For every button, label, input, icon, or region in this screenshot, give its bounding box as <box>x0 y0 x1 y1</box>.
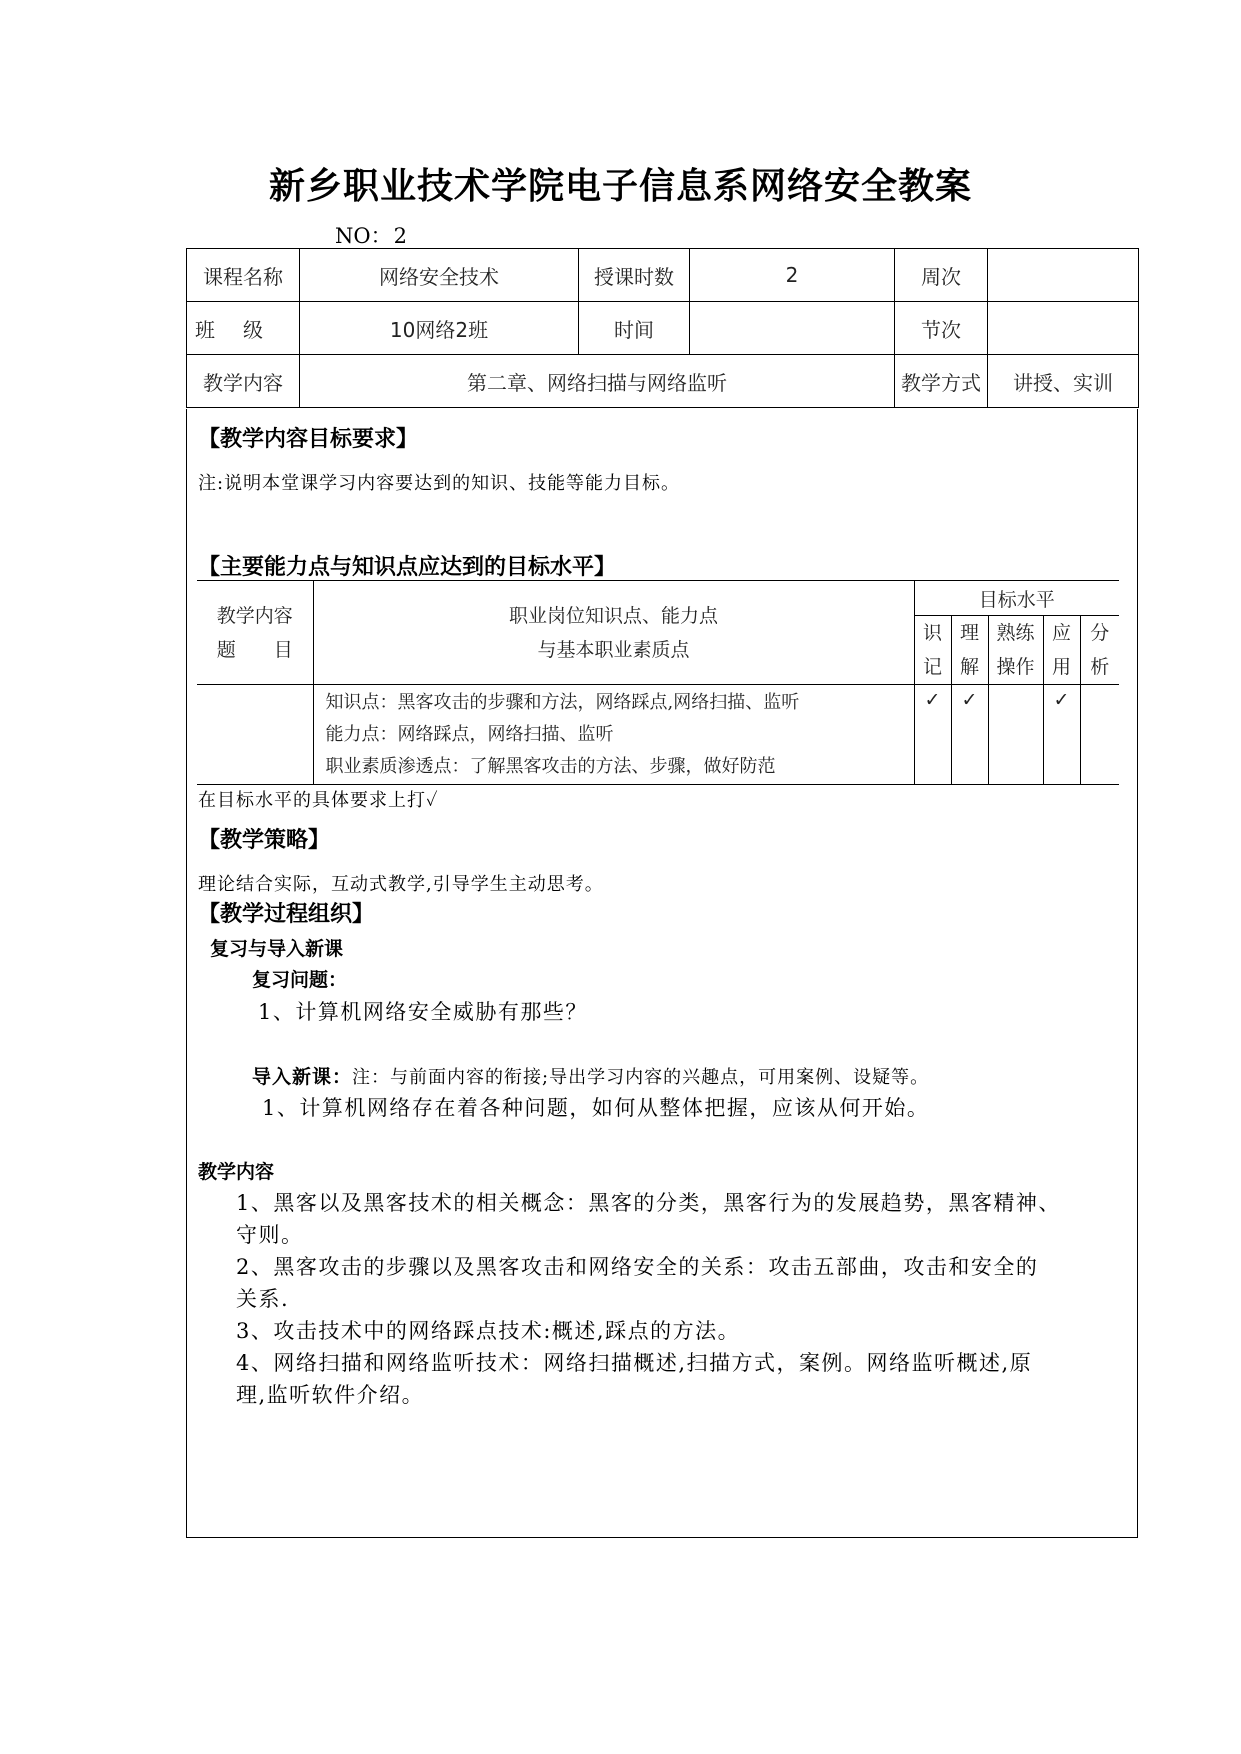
time-label: 时间 <box>579 302 690 355</box>
intro-note: 注：与前面内容的衔接;导出学习内容的兴趣点，可用案例、设疑等。 <box>352 1067 930 1088</box>
doc-number <box>335 220 407 250</box>
knowledge-point: 知识点：黑客攻击的步骤和方法，网络踩点,网络扫描、监听 <box>325 691 800 713</box>
teaching-content-line: 关系. <box>236 1287 290 1311</box>
tick-understand: ✓ <box>951 685 988 785</box>
teaching-content-line: 1、黑客以及黑客技术的相关概念：黑客的分类，黑客行为的发展趋势，黑客精神、 <box>236 1191 1061 1215</box>
content-label: 教学内容 <box>187 355 300 408</box>
teaching-content-heading: 教学内容 <box>198 1161 275 1183</box>
knowledge-header-line2: 与基本职业素质点 <box>537 638 690 661</box>
doc-number-value: 2 <box>393 224 407 248</box>
level-analyze <box>1080 616 1119 685</box>
level-skilled <box>988 616 1043 685</box>
level-memorize-line2: 记 <box>922 656 942 678</box>
strategy-heading: 【教学策略】 <box>198 828 331 853</box>
process-heading: 【教学过程组织】 <box>198 902 375 927</box>
knowledge-header <box>313 581 914 685</box>
level-understand-line1: 理 <box>959 622 979 644</box>
ability-point: 能力点：网络踩点，网络扫描、监听 <box>325 723 614 745</box>
teaching-content-line: 守则。 <box>236 1223 304 1247</box>
level-skilled-line1: 熟练 <box>996 622 1035 644</box>
ability-heading: 【主要能力点与知识点应达到的目标水平】 <box>198 555 617 580</box>
intro-label: 导入新课： <box>252 1066 353 1088</box>
topic-header-line2: 题 目 <box>216 638 293 661</box>
review-question-label: 复习问题： <box>252 969 348 991</box>
quality-point: 职业素质渗透点：了解黑客攻击的方法、步骤，做好防范 <box>325 755 776 777</box>
goals-heading: 【教学内容目标要求】 <box>198 427 419 452</box>
hours-label: 授课时数 <box>579 249 690 302</box>
section-value <box>988 302 1139 355</box>
tick-analyze <box>1080 685 1119 785</box>
section-label: 节次 <box>895 302 988 355</box>
review-title: 复习与导入新课 <box>210 938 344 960</box>
hours-value: 2 <box>690 249 895 302</box>
level-skilled-line2: 操作 <box>996 656 1035 678</box>
strategy-text: 理论结合实际，互动式教学,引导学生主动思考。 <box>198 874 604 895</box>
level-analyze-line1: 分 <box>1090 622 1110 644</box>
level-memorize <box>914 616 951 685</box>
tick-skilled <box>988 685 1043 785</box>
teaching-content-line: 4、网络扫描和网络监听技术：网络扫描概述,扫描方式，案例。网络监听概述,原 <box>236 1351 1033 1375</box>
topic-cell <box>197 685 313 785</box>
week-value <box>988 249 1139 302</box>
class-value: 10网络2班 <box>300 302 579 355</box>
topic-header <box>197 581 313 685</box>
review-question-1: 1、计算机网络安全威胁有那些？ <box>258 1000 588 1024</box>
goals-note: 注:说明本堂课学习内容要达到的知识、技能等能力目标。 <box>198 473 681 494</box>
teaching-content-line: 理,监听软件介绍。 <box>236 1383 425 1407</box>
level-apply-line1: 应 <box>1051 622 1071 644</box>
teaching-content-line: 2、黑客攻击的步骤以及黑客攻击和网络安全的关系：攻击五部曲，攻击和安全的 <box>236 1255 1039 1279</box>
time-value <box>690 302 895 355</box>
knowledge-points-cell <box>313 685 914 785</box>
page-title: 新乡职业技术学院电子信息系网络安全教案 <box>268 166 972 207</box>
level-apply <box>1043 616 1080 685</box>
target-level-header: 目标水平 <box>914 581 1119 616</box>
teaching-content-line: 3、攻击技术中的网络踩点技术:概述,踩点的方法。 <box>236 1319 741 1343</box>
course-info-table <box>186 248 1139 408</box>
method-value: 讲授、实训 <box>988 355 1139 408</box>
intro-line <box>252 1062 929 1089</box>
level-understand <box>951 616 988 685</box>
doc-number-label: NO： <box>335 224 392 248</box>
level-apply-line2: 用 <box>1051 656 1071 678</box>
level-analyze-line2: 析 <box>1090 656 1110 678</box>
course-name-label: 课程名称 <box>187 249 300 302</box>
level-memorize-line1: 识 <box>922 622 942 644</box>
class-label: 班级 <box>187 302 300 355</box>
level-understand-line2: 解 <box>959 656 979 678</box>
tick-apply: ✓ <box>1043 685 1080 785</box>
course-name-value: 网络安全技术 <box>300 249 579 302</box>
topic-header-line1: 教学内容 <box>216 604 293 627</box>
knowledge-header-line1: 职业岗位知识点、能力点 <box>508 604 718 627</box>
content-value: 第二章、网络扫描与网络监听 <box>300 355 895 408</box>
week-label: 周次 <box>895 249 988 302</box>
ability-table <box>197 580 1119 785</box>
ability-footnote: 在目标水平的具体要求上打✓ <box>198 790 439 811</box>
tick-memorize: ✓ <box>914 685 951 785</box>
intro-point-1: 1、计算机网络存在着各种问题，如何从整体把握，应该从何开始。 <box>262 1096 930 1120</box>
method-label: 教学方式 <box>895 355 988 408</box>
